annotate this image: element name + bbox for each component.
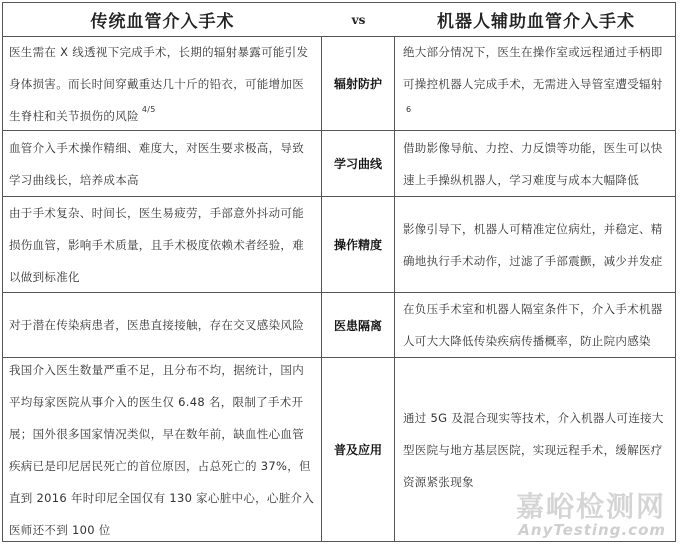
header-traditional [3, 3, 322, 36]
robotic-cell [395, 293, 675, 357]
table-row-precision [3, 197, 675, 293]
traditional-text: 对于潜在传染病患者，医患直接接触，存在交叉感染风险 [9, 318, 304, 332]
header-robotic-title: 机器人辅助血管介入手术 [437, 12, 635, 32]
robotic-cell [395, 358, 675, 541]
table-header-row [3, 3, 675, 37]
watermark-english: AnyTesting.com [518, 521, 666, 539]
traditional-text: 医生需在 X 线透视下完成手术，长期的辐射暴露可能引发身体损害。而长时间穿戴重达几十斤的铅衣，可能增加医生脊柱和关节损伤的风险 $^{4/5}$ [9, 44, 309, 123]
robotic-cell [395, 37, 675, 130]
category-label: 操作精度 [333, 238, 382, 252]
robotic-text: 在负压手术室和机器人隔室条件下，介入手术机器人可大大降低传染疾病传播概率，防止院内感染 [403, 302, 663, 348]
traditional-cell [3, 37, 322, 130]
header-traditional-title: 传统血管介入手术 [90, 12, 235, 32]
category-label: 学习曲线 [333, 157, 382, 171]
reference-superscript: 4/5 [141, 104, 156, 114]
category-cell [322, 293, 395, 357]
traditional-cell [3, 293, 322, 357]
category-cell [322, 131, 395, 196]
traditional-text: 我国介入医生数量严重不足，且分布不均，据统计，国内平均每家医院从事介入的医生仅 6.48 名，限制了手术开展；国外很多国家情况类似，早在数年前，缺血性心血管疾病已是印尼居民死亡的首位原因，占总死亡的 37%，但直到 2016 年时印尼全国仅有 130 家心脏中心，心脏介入医师还不到 100 位 [9, 362, 315, 537]
vs-label: vs [351, 12, 366, 27]
robotic-text: 通过 5G 及混合现实等技术，介入机器人可连接大型医院与地方基层医院，实现远程手术，缓解医疗资源紧张现象 [403, 410, 664, 489]
watermark-chinese: 嘉峪检测网 [515, 490, 666, 523]
traditional-text: 由于手术复杂、时间长，医生易疲劳，手部意外抖动可能损伤血管，影响手术质量，且手术极度依赖术者经验，难以做到标准化 [9, 205, 304, 284]
category-cell [322, 358, 395, 541]
traditional-text: 血管介入手术操作精细、难度大，对医生要求极高，导致学习曲线长，培养成本高 [9, 140, 304, 187]
robotic-text: 绝大部分情况下，医生在操作室或远程通过手柄即可操控机器人完成手术，无需进入导管室遭受辐射$^6$ [403, 44, 663, 114]
robotic-text: 借助影像导航、力控、力反馈等功能，医生可以快速上手操纵机器人，学习难度与成本大幅降低 [403, 140, 663, 187]
header-robotic [395, 3, 675, 36]
traditional-cell [3, 131, 322, 196]
table-row-isolation [3, 293, 675, 358]
category-label: 医患隔离 [333, 318, 382, 333]
robotic-cell [395, 131, 675, 196]
robotic-text: 影像引导下，机器人可精准定位病灶，并稳定、精确地执行手术动作，过滤了手部震颤，减少并发症 [403, 221, 663, 268]
reference-superscript: 6 [406, 104, 412, 114]
category-cell [322, 197, 395, 292]
comparison-table [2, 2, 676, 542]
robotic-cell [395, 197, 675, 292]
traditional-cell [3, 358, 322, 541]
header-vs [322, 3, 395, 36]
traditional-cell [3, 197, 322, 292]
category-label: 辐射防护 [333, 77, 382, 91]
category-label: 普及应用 [333, 443, 382, 457]
table-row-radiation [3, 37, 675, 131]
table-row-adoption [3, 358, 675, 541]
category-cell [322, 37, 395, 130]
table-row-learning-curve [3, 131, 675, 197]
